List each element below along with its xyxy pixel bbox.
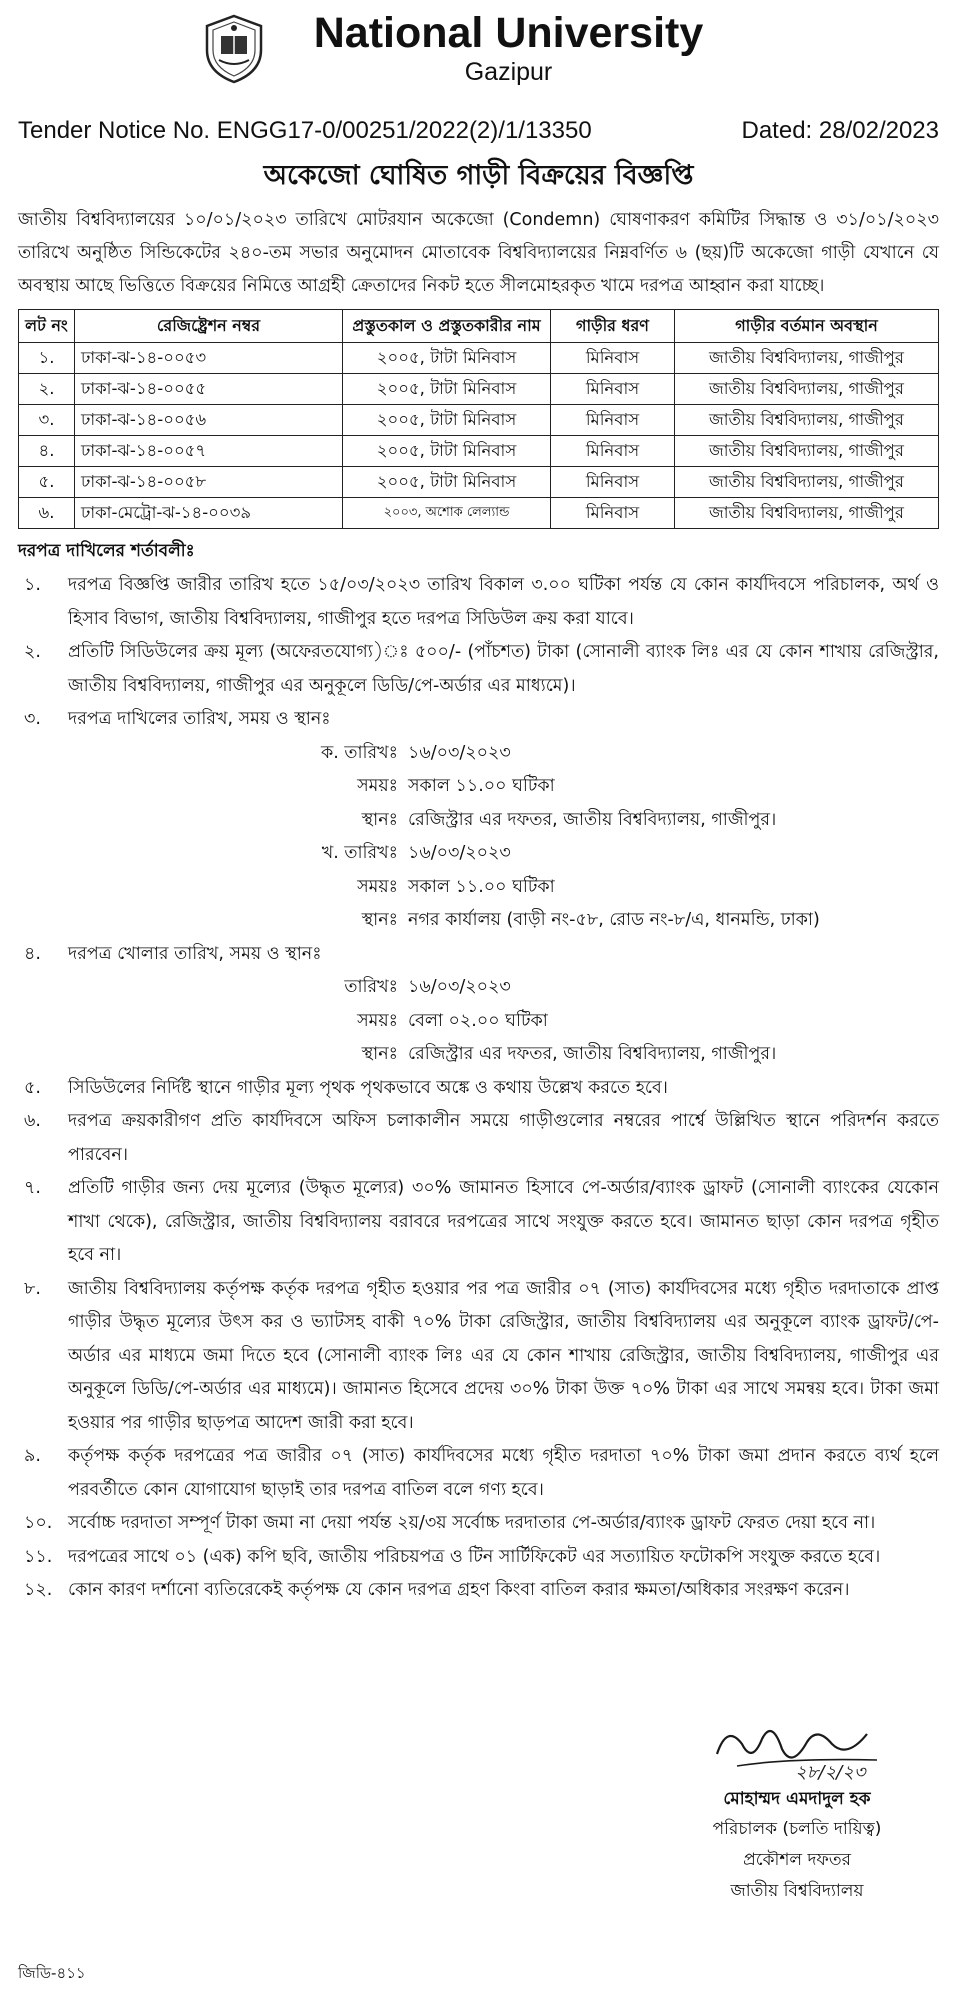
notice-header bbox=[18, 10, 939, 110]
cell-location: জাতীয় বিশ্ববিদ্যালয়, গাজীপুর bbox=[675, 374, 939, 405]
cell-vehicle-type: মিনিবাস bbox=[551, 405, 675, 436]
col-registration: রেজিষ্ট্রেশন নম্বর bbox=[75, 310, 343, 343]
col-lot: লট নং bbox=[19, 310, 75, 343]
cell-registration: ঢাকা-মেট্রো-ঝ-১৪-০০৩৯ bbox=[75, 498, 343, 529]
handwritten-signature bbox=[697, 1714, 897, 1784]
signatory-name: মোহাম্মদ এমদাদুল হক bbox=[723, 1789, 871, 1809]
cell-location: জাতীয় বিশ্ববিদ্যালয়, গাজীপুর bbox=[675, 436, 939, 467]
footer-code: জিডি-৪১১ bbox=[18, 1964, 86, 1982]
schedule-time-label: সময়ঃ bbox=[357, 1010, 398, 1031]
intro-paragraph: জাতীয় বিশ্ববিদ্যালয়ের ১০/০১/২০২৩ তারিখে মোটরযান অকেজো (Condemn) ঘোষণাকরণ কমিটির সিদ্ধান্ত ও ৩১/০১/২০২৩ তারিখে অনুষ্ঠিত সিন্ডিকেটের ২৪০-তম সভার অনুমোদন মোতাবেক বিশ্ববিদ্যালয়ের নিম্নবর্ণিত ৬ (ছয়)টি অকেজো গাড়ী যেখানে যে অবস্থায় আছে ভিত্তিতে বিক্রয়ের নিমিত্তে আগ্রহী ক্রেতাদের নিকট হতে সীলমোহরকৃত খামে দরপত্র আহ্বান করা যাচ্ছে। bbox=[18, 210, 939, 296]
cell-registration: ঢাকা-ঝ-১৪-০০৫৫ bbox=[75, 374, 343, 405]
term-text: কোন কারণ দর্শানো ব্যতিরেকেই কর্তৃপক্ষ যে কোন দরপত্র গ্রহণ কিংবা বাতিল করার ক্ষমতা/অধিকার সংরক্ষণ করেন। bbox=[68, 1580, 850, 1600]
cell-vehicle-type: মিনিবাস bbox=[551, 436, 675, 467]
term-number: ৫. bbox=[24, 1077, 41, 1098]
signature-block bbox=[667, 1714, 927, 1907]
schedule-date: ১৬/০৩/২০২৩ bbox=[408, 843, 511, 863]
cell-lot: ২. bbox=[19, 374, 75, 405]
cell-location: জাতীয় বিশ্ববিদ্যালয়, গাজীপুর bbox=[675, 405, 939, 436]
university-title: National University bbox=[313, 9, 704, 57]
cell-registration: ঢাকা-ঝ-১৪-০০৫৩ bbox=[75, 343, 343, 374]
term-number: ৭. bbox=[24, 1178, 41, 1198]
university-location: Gazipur bbox=[464, 58, 553, 86]
vehicle-table bbox=[18, 309, 939, 529]
cell-manufacture: ২০০৫, টাটা মিনিবাস bbox=[343, 374, 551, 405]
cell-lot: ৫. bbox=[19, 467, 75, 498]
schedule-place-label: স্থানঃ bbox=[361, 809, 398, 830]
term-number: ৯. bbox=[24, 1446, 41, 1466]
term-item bbox=[18, 1105, 939, 1172]
term-item bbox=[18, 1273, 939, 1441]
col-vehicle-type: গাড়ীর ধরণ bbox=[551, 310, 675, 343]
term-item bbox=[18, 1440, 939, 1507]
term-text: দরপত্র দাখিলের তারিখ, সময় ও স্থানঃ bbox=[68, 709, 331, 729]
term-text: দরপত্র খোলার তারিখ, সময় ও স্থানঃ bbox=[68, 943, 322, 964]
term-text: দরপত্র বিজ্ঞপ্তি জারীর তারিখ হতে ১৫/০৩/২০২৩ তারিখ বিকাল ৩.০০ ঘটিকা পর্যন্ত যে কোন কার্যদিবসে পরিচালক, অর্থ ও হিসাব বিভাগ, জাতীয় বিশ্ববিদ্যালয়, গাজীপুর হতে দরপত্র সিডিউল ক্রয় করা যাবে। bbox=[68, 575, 939, 629]
schedule-place: রেজিস্ট্রার এর দফতর, জাতীয় বিশ্ববিদ্যালয়, গাজীপুর। bbox=[408, 809, 777, 830]
schedule-place: নগর কার্যালয় (বাড়ী নং-৫৮, রোড নং-৮/এ, ধানমন্ডি, ঢাকা) bbox=[408, 910, 820, 930]
table-row bbox=[19, 405, 939, 436]
signatory-designation: পরিচালক (চলতি দায়িত্ব) bbox=[712, 1819, 882, 1839]
term-number: ২. bbox=[24, 642, 41, 662]
term-item bbox=[18, 703, 939, 737]
schedule-time-label: সময়ঃ bbox=[357, 776, 398, 796]
term-text: দরপত্রের সাথে ০১ (এক) কপি ছবি, জাতীয় পরিচয়পত্র ও টিন সার্টিফিকেট এর সত্যায়িত ফটোকপি সংযুক্ত করতে হবে। bbox=[68, 1546, 881, 1567]
schedule-time: সকাল ১১.০০ ঘটিকা bbox=[408, 876, 555, 897]
signatory-organization: জাতীয় বিশ্ববিদ্যালয় bbox=[730, 1881, 864, 1901]
table-header-row bbox=[19, 310, 939, 343]
signature-date: ২৮/২/২৩ bbox=[795, 1762, 866, 1783]
term-text: কর্তৃপক্ষ কর্তৃক দরপত্রের পত্র জারীর ০৭ (সাত) কার্যদিবসের মধ্যে গৃহীত দরদাতা ৭০% টাকা জমা প্রদান করতে ব্যর্থ হলে পরবর্তীতে কোন যোগাযোগ ছাড়াই তার দরপত্র বাতিল বলে গণ্য হবে। bbox=[68, 1446, 939, 1500]
term-item bbox=[18, 1072, 939, 1106]
term-number: ৬. bbox=[24, 1111, 41, 1131]
cell-location: জাতীয় বিশ্ববিদ্যালয়, গাজীপুর bbox=[675, 498, 939, 529]
term-number: ৮. bbox=[24, 1278, 41, 1299]
cell-lot: ৩. bbox=[19, 405, 75, 436]
term-item bbox=[18, 1507, 939, 1541]
cell-vehicle-type: মিনিবাস bbox=[551, 374, 675, 405]
term-text: জাতীয় বিশ্ববিদ্যালয় কর্তৃপক্ষ কর্তৃক দরপত্র গৃহীত হওয়ার পর পত্র জারীর ০৭ (সাত) কার্যদিবসের মধ্যে গৃহীত দরদাতাকে প্রাপ্ত গাড়ীর উদ্ধৃত মূল্যের উৎস কর ও ভ্যাটসহ বাকী ৭০% টাকা রেজিস্ট্রার, জাতীয় বিশ্ববিদ্যালয় এর অনুকূলে ব্যাংক ড্রাফট/পে-অর্ডার এর মাধ্যমে জমা দিতে হবে (সোনালী ব্যাংক লিঃ এর যে কোন শাখায় রেজিস্ট্রার, জাতীয় বিশ্ববিদ্যালয়, গাজীপুর এর অনুকূলে ডিডি/পে-অর্ডার এর মাধ্যমে)। জামানত হিসেবে প্রদেয় ৩০% টাকা উক্ত ৭০% টাকা এর সাথে সমন্বয় হবে। টাকা জমা হওয়ার পর গাড়ীর ছাড়পত্র আদেশ জারী করা হবে। bbox=[68, 1278, 939, 1433]
schedule-time: সকাল ১১.০০ ঘটিকা bbox=[408, 776, 555, 796]
table-row bbox=[19, 467, 939, 498]
term-item bbox=[18, 938, 939, 972]
cell-lot: ১. bbox=[19, 343, 75, 374]
schedule-date-label: তারিখঃ bbox=[344, 977, 398, 997]
submission-schedule-a bbox=[18, 737, 939, 838]
table-row bbox=[19, 436, 939, 467]
term-item bbox=[18, 1574, 939, 1608]
notice-date: Dated: 28/02/2023 bbox=[741, 117, 939, 144]
schedule-place-label: স্থানঃ bbox=[361, 910, 398, 930]
term-item bbox=[18, 636, 939, 703]
signatory-office: প্রকৌশল দফতর bbox=[743, 1850, 851, 1870]
term-text: প্রতিটি সিডিউলের ক্রয় মূল্য (অফেরতযোগ্য)ঃ ৫০০/- (পাঁচশত) টাকা (সোনালী ব্যাংক লিঃ এর যে কোন শাখায় রেজিস্ট্রার, জাতীয় বিশ্ববিদ্যালয়, গাজীপুর এর অনুকূলে ডিডি/পে-অর্ডার এর মাধ্যমে)। bbox=[68, 642, 939, 696]
term-text: প্রতিটি গাড়ীর জন্য দেয় মূল্যের (উদ্ধৃত মূল্যের) ৩০% জামানত হিসাবে পে-অর্ডার/ব্যাংক ড্রাফট (সোনালী ব্যাংকের যেকোন শাখা থেকে), রেজিস্ট্রার, জাতীয় বিশ্ববিদ্যালয় বরাবরে দরপত্রের সাথে সংযুক্ত করতে হবে। জামানত ছাড়া কোন দরপত্র গৃহীত হবে না। bbox=[68, 1178, 939, 1265]
schedule-date: ১৬/০৩/২০২৩ bbox=[408, 742, 511, 763]
schedule-date: ১৬/০৩/২০২৩ bbox=[408, 977, 511, 997]
university-logo-icon bbox=[203, 14, 265, 84]
table-row bbox=[19, 498, 939, 529]
cell-manufacture: ২০০৫, টাটা মিনিবাস bbox=[343, 405, 551, 436]
schedule-date-label: ক. তারিখঃ bbox=[320, 742, 398, 763]
schedule-time: বেলা ০২.০০ ঘটিকা bbox=[408, 1010, 548, 1031]
schedule-place: রেজিস্ট্রার এর দফতর, জাতীয় বিশ্ববিদ্যালয়, গাজীপুর। bbox=[408, 1044, 777, 1064]
term-text: সর্বোচ্চ দরদাতা সম্পূর্ণ টাকা জমা না দেয়া পর্যন্ত ২য়/৩য় সর্বোচ্চ দরদাতার পে-অর্ডার/ব্যাংক ড্রাফট ফেরত দেয়া হবে না। bbox=[68, 1513, 876, 1533]
cell-manufacture: ২০০৫, টাটা মিনিবাস bbox=[343, 467, 551, 498]
submission-schedule-b bbox=[18, 837, 939, 938]
cell-lot: ৪. bbox=[19, 436, 75, 467]
cell-registration: ঢাকা-ঝ-১৪-০০৫৬ bbox=[75, 405, 343, 436]
term-item bbox=[18, 1541, 939, 1575]
col-location: গাড়ীর বর্তমান অবস্থান bbox=[675, 310, 939, 343]
cell-lot: ৬. bbox=[19, 498, 75, 529]
terms-title: দরপত্র দাখিলের শর্তাবলীঃ bbox=[18, 541, 195, 561]
cell-location: জাতীয় বিশ্ববিদ্যালয়, গাজীপুর bbox=[675, 467, 939, 498]
col-manufacture: প্রস্তুতকাল ও প্রস্তুতকারীর নাম bbox=[343, 310, 551, 343]
term-number: ১. bbox=[24, 575, 41, 595]
term-text: দরপত্র ক্রয়কারীগণ প্রতি কার্যদিবসে অফিস চলাকালীন সময়ে গাড়ীগুলোর নম্বরের পার্শ্বে উল্লিখিত স্থানে পরিদর্শন করতে পারবেন। bbox=[68, 1111, 939, 1165]
cell-manufacture: ২০০৫, টাটা মিনিবাস bbox=[343, 343, 551, 374]
cell-manufacture: ২০০৩, অশোক লেল্যান্ড bbox=[343, 498, 551, 529]
cell-registration: ঢাকা-ঝ-১৪-০০৫৮ bbox=[75, 467, 343, 498]
schedule-time-label: সময়ঃ bbox=[357, 876, 398, 897]
term-number: ১১. bbox=[24, 1546, 53, 1567]
term-item bbox=[18, 1172, 939, 1273]
notice-headline: অকেজো ঘোষিত গাড়ী বিক্রয়ের বিজ্ঞপ্তি bbox=[263, 160, 694, 191]
term-number: ৩. bbox=[24, 709, 41, 729]
cell-vehicle-type: মিনিবাস bbox=[551, 343, 675, 374]
term-number: ১০. bbox=[24, 1513, 53, 1533]
schedule-date-label: খ. তারিখঃ bbox=[321, 843, 398, 863]
table-row bbox=[19, 343, 939, 374]
term-text: সিডিউলের নির্দিষ্ট স্থানে গাড়ীর মূল্য পৃথক পৃথকভাবে অঙ্কে ও কথায় উল্লেখ করতে হবে। bbox=[68, 1077, 668, 1098]
cell-vehicle-type: মিনিবাস bbox=[551, 467, 675, 498]
notice-meta-row bbox=[18, 116, 939, 146]
term-number: ৪. bbox=[24, 943, 41, 964]
table-row bbox=[19, 374, 939, 405]
cell-registration: ঢাকা-ঝ-১৪-০০৫৭ bbox=[75, 436, 343, 467]
term-item bbox=[18, 569, 939, 636]
term-number: ১২. bbox=[24, 1580, 53, 1600]
opening-schedule bbox=[18, 971, 939, 1072]
cell-vehicle-type: মিনিবাস bbox=[551, 498, 675, 529]
cell-manufacture: ২০০৫, টাটা মিনিবাস bbox=[343, 436, 551, 467]
tender-notice-number: Tender Notice No. ENGG17-0/00251/2022(2)/1/13350 bbox=[18, 117, 592, 144]
schedule-place-label: স্থানঃ bbox=[361, 1044, 398, 1064]
cell-location: জাতীয় বিশ্ববিদ্যালয়, গাজীপুর bbox=[675, 343, 939, 374]
